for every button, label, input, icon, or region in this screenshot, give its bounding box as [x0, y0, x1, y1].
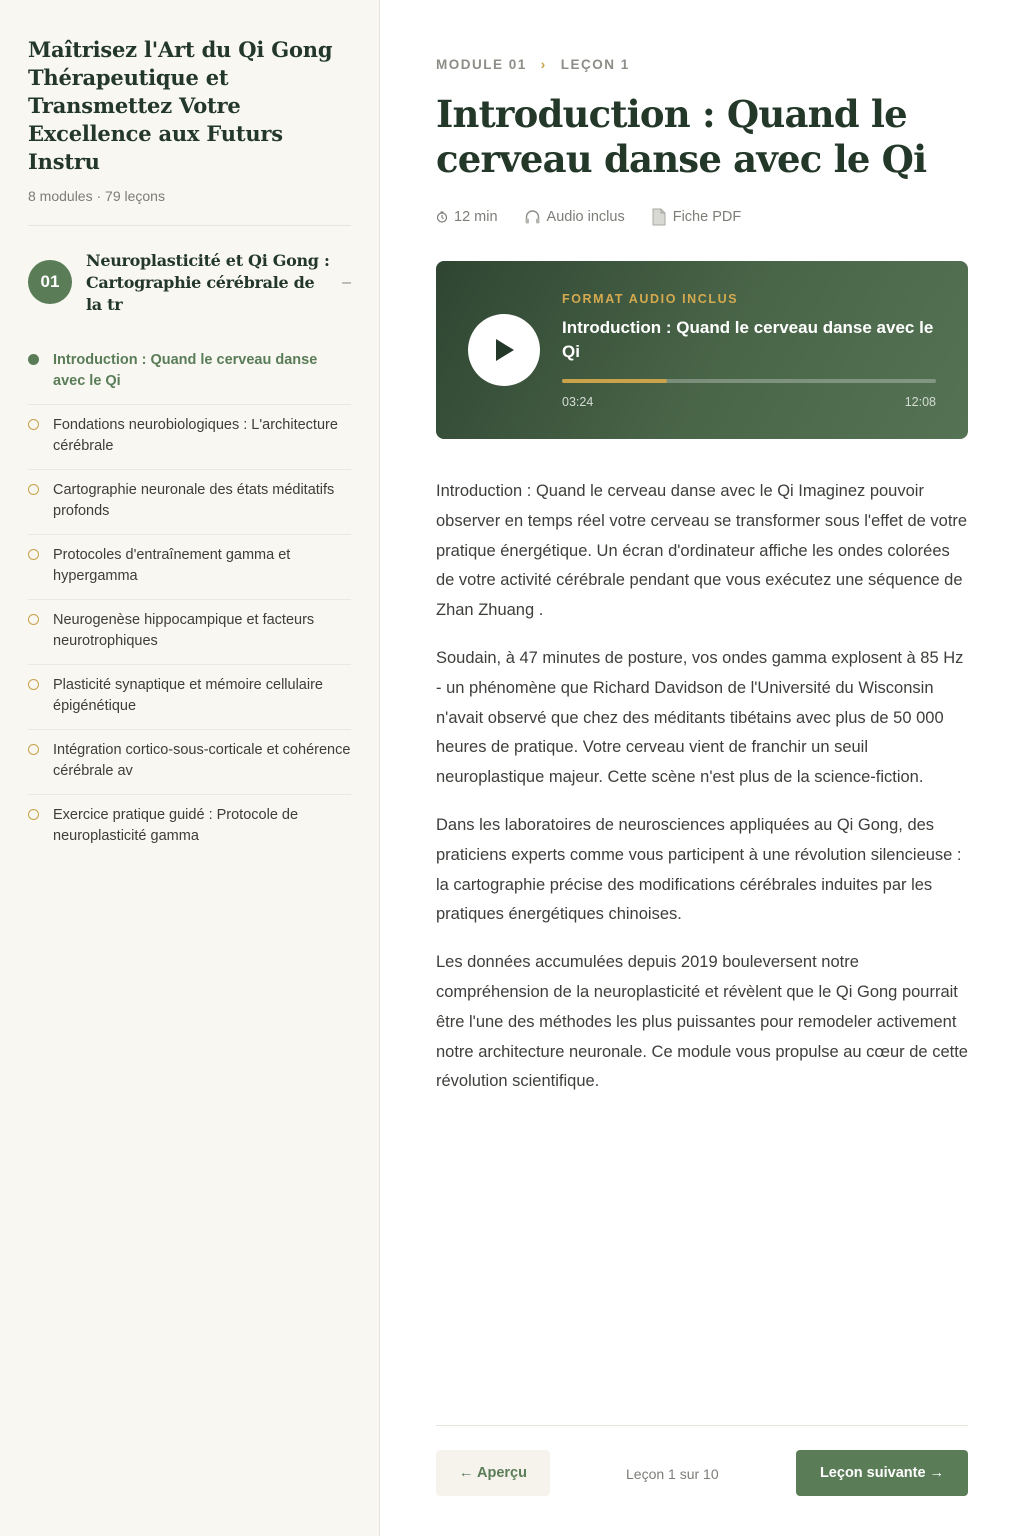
content-paragraph: Introduction : Quand le cerveau danse avec le Qi Imaginez pouvoir observer en temps réel votre cerveau se transformer sous l'effet de votre pratique énergétique. Un écran d'ordinateur affiche les ondes colorées de votre activité cérébrale pendant que vous exécutez une séquence de Zhan Zhuang .: [436, 482, 968, 620]
lesson-label: Cartographie neuronale des états méditatifs profonds: [53, 482, 335, 519]
sidebar: [0, 0, 380, 1536]
lesson-label: Exercice pratique guidé : Protocole de neuroplasticité gamma: [53, 807, 299, 844]
circle-icon: [28, 484, 39, 495]
audio-title: Introduction : Quand le cerveau danse avec le Qi: [562, 318, 934, 361]
sidebar-lesson-4[interactable]: [28, 535, 351, 600]
audio-info: [562, 292, 936, 409]
circle-icon: [28, 679, 39, 690]
duration-text: 12 min: [454, 209, 498, 225]
sidebar-divider: [28, 225, 351, 226]
sidebar-lesson-2[interactable]: [28, 405, 351, 470]
lesson-pager: Leçon 1 sur 10: [626, 1466, 719, 1482]
total-time: 12:08: [904, 395, 936, 409]
headphones-icon: [524, 209, 541, 225]
circle-icon: [28, 614, 39, 625]
audio-progress-bar[interactable]: [562, 379, 936, 383]
audio-text: Audio inclus: [546, 209, 625, 225]
lesson-label: Plasticité synaptique et mémoire cellulaire épigénétique: [53, 677, 323, 714]
audio-meta: [524, 209, 625, 225]
audio-time-row: [562, 395, 936, 409]
breadcrumb: [436, 57, 968, 72]
module-number-badge: 01: [28, 260, 72, 304]
lesson-label: Protocoles d'entraînement gamma et hypergamma: [53, 547, 291, 584]
lesson-list: [28, 340, 351, 860]
audio-player: [436, 261, 968, 439]
lesson-label: Neurogenèse hippocampique et facteurs neurotrophiques: [53, 612, 315, 649]
sidebar-lesson-8[interactable]: [28, 795, 351, 860]
current-time: 03:24: [562, 395, 594, 409]
content-paragraph: Dans les laboratoires de neurosciences appliquées au Qi Gong, des praticiens experts comme vous participent à une révolution silencieuse : la cartographie précise des modifications cérébrales induites par les pratiques énergétiques chinoises.: [436, 815, 962, 924]
lesson-label: Fondations neurobiologiques : L'architecture cérébrale: [53, 417, 338, 454]
course-meta: 8 modules · 79 leçons: [28, 188, 165, 204]
audio-format-label: FORMAT AUDIO INCLUS: [562, 292, 739, 306]
clock-icon: [436, 211, 448, 223]
module-header[interactable]: [28, 250, 351, 316]
pdf-meta[interactable]: [651, 208, 742, 226]
sidebar-lesson-7[interactable]: [28, 730, 351, 795]
sidebar-lesson-5[interactable]: [28, 600, 351, 665]
audio-progress-fill: [562, 379, 667, 383]
active-dot-icon: [28, 354, 39, 365]
content-paragraph: Soudain, à 47 minutes de posture, vos ondes gamma explosent à 85 Hz - un phénomène que Richard Davidson de l'Université du Wisconsin n'avait observé que chez des méditants tibétains avec plus de 50 000 heures de pratique. Votre cerveau vient de franchir un seuil neuroplastique majeur. Cette scène n'est plus de la science-fiction.: [436, 648, 964, 787]
lesson-label: Introduction : Quand le cerveau danse avec le Qi: [53, 352, 318, 389]
collapse-icon[interactable]: –: [342, 274, 351, 291]
preview-button[interactable]: ← Aperçu: [436, 1450, 550, 1496]
document-icon: [651, 208, 667, 226]
content-paragraph: Les données accumulées depuis 2019 bouleversent notre compréhension de la neuroplasticité et révèlent que le Qi Gong pourrait être l'une des méthodes les plus puissantes pour remodeler activement notre architecture neuronale. Ce module vous propulse au cœur de cette révolution scientifique.: [436, 953, 968, 1091]
circle-icon: [28, 809, 39, 820]
lesson-label: Intégration cortico-sous-corticale et cohérence cérébrale av: [53, 742, 351, 779]
breadcrumb-module[interactable]: MODULE 01: [436, 57, 527, 72]
circle-icon: [28, 744, 39, 755]
breadcrumb-lesson: LEÇON 1: [560, 57, 630, 72]
course-title: Maîtrisez l'Art du Qi Gong Thérapeutique et Transmettez Votre Excellence aux Futurs Instru: [28, 37, 333, 174]
lesson-footer: [436, 1425, 968, 1482]
circle-icon: [28, 549, 39, 560]
chevron-right-icon: ›: [540, 57, 547, 72]
next-lesson-button[interactable]: Leçon suivante →: [796, 1450, 968, 1496]
play-button[interactable]: [468, 314, 540, 386]
sidebar-lesson-1[interactable]: [28, 340, 351, 405]
module-title: Neuroplasticité et Qi Gong : Cartographie cérébrale de la tr: [86, 251, 330, 314]
pdf-text: Fiche PDF: [672, 209, 742, 225]
circle-icon: [28, 419, 39, 430]
sidebar-lesson-6[interactable]: [28, 665, 351, 730]
lesson-main: [436, 0, 968, 1536]
lesson-meta: [436, 208, 968, 226]
duration-meta: [436, 209, 498, 225]
page-title: Introduction : Quand le cerveau danse avec le Qi: [436, 92, 927, 181]
lesson-content: [436, 477, 968, 1097]
sidebar-lesson-3[interactable]: [28, 470, 351, 535]
play-icon: [492, 337, 516, 363]
